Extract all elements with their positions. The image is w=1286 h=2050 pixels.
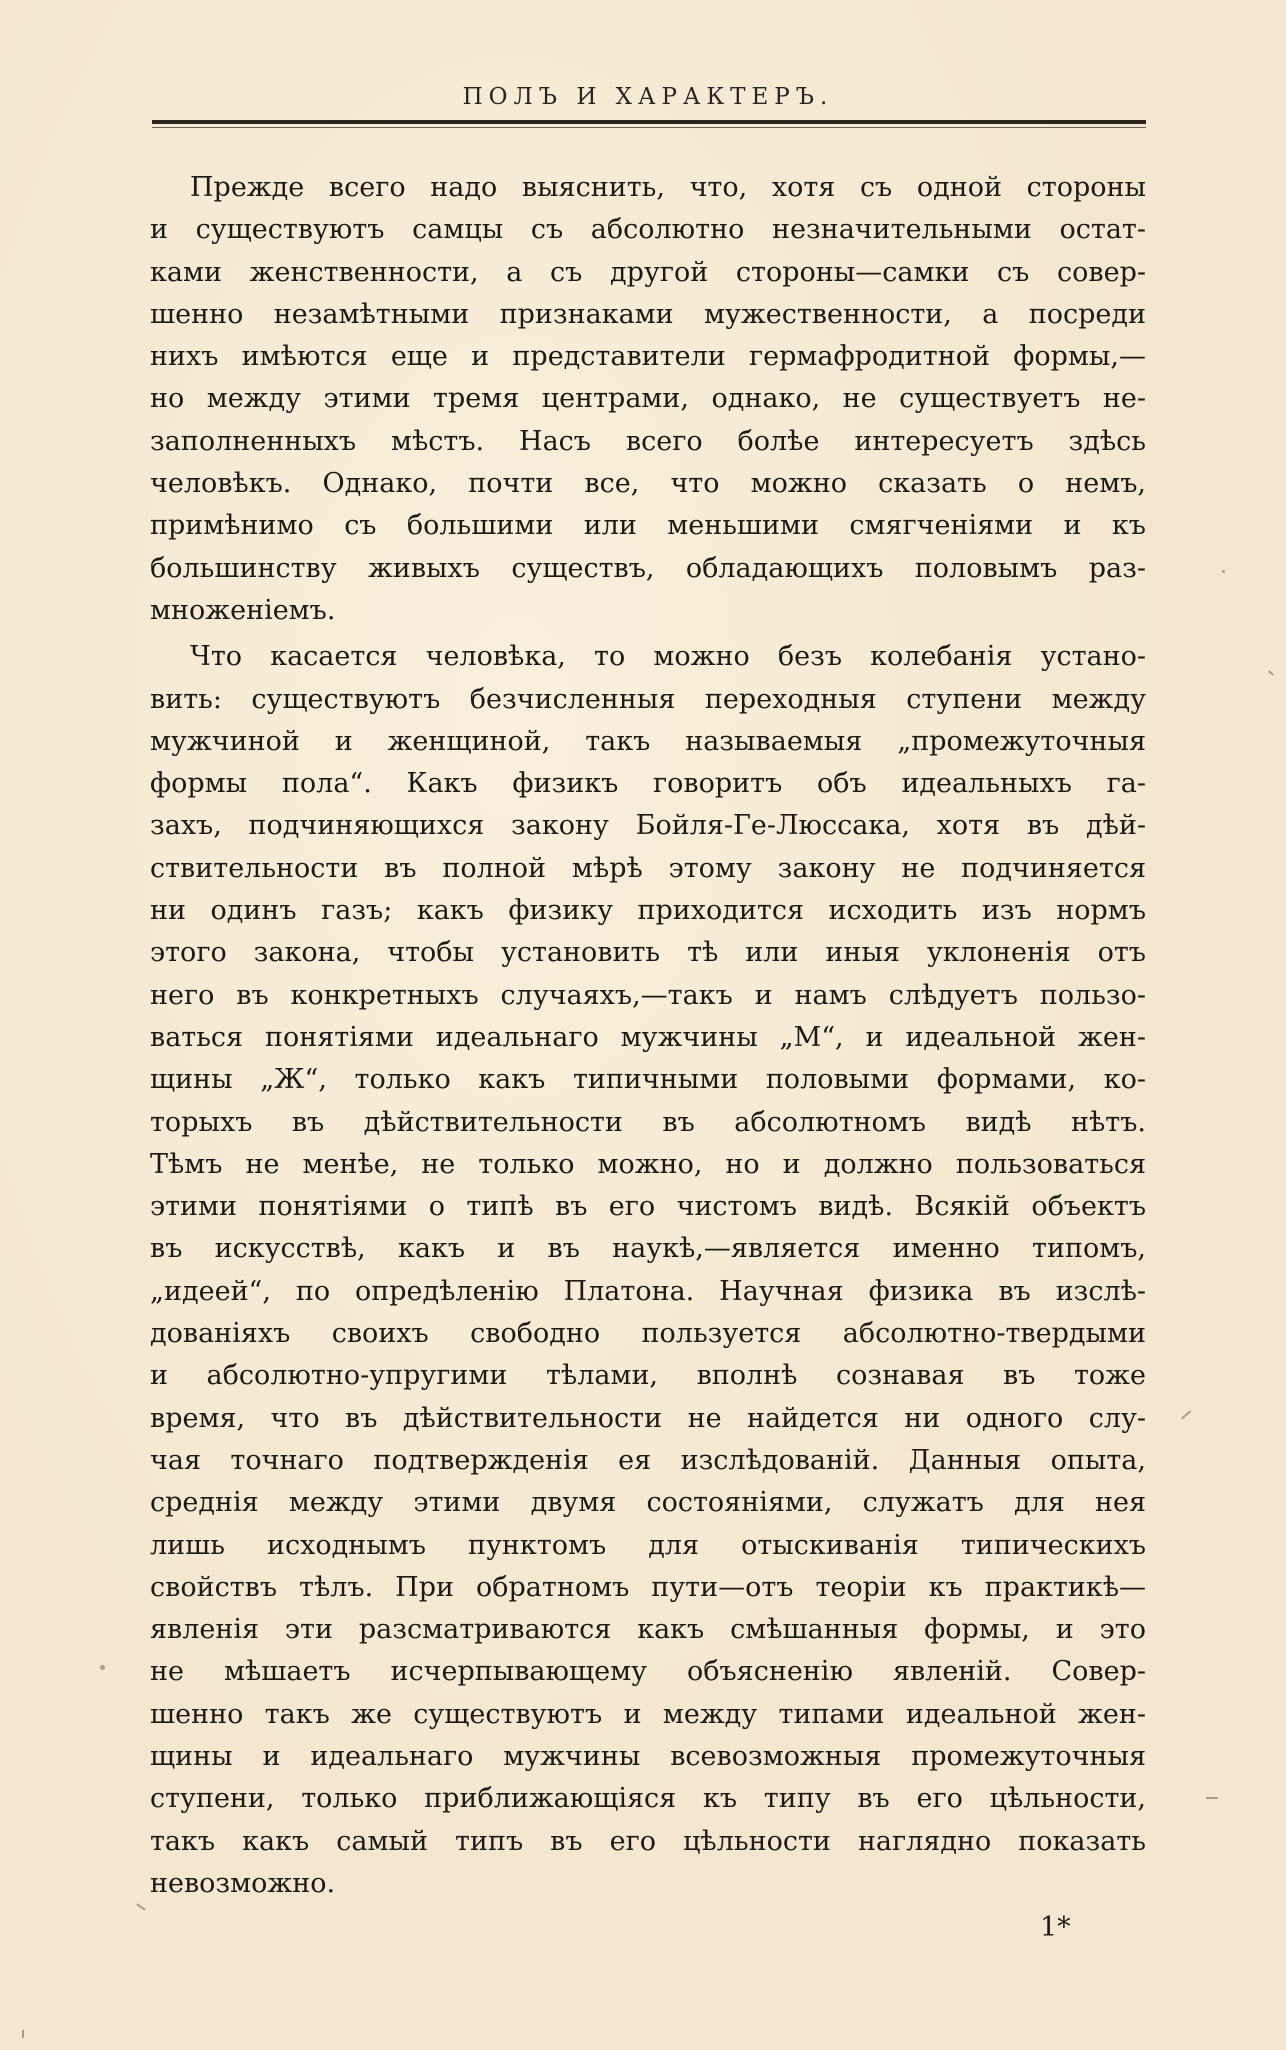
paragraph-2 — [150, 636, 1146, 1905]
text-line: этого закона, чтобы установить тѣ или иныя уклоненія отъ — [150, 937, 1146, 969]
text-line: заполненныхъ мѣстъ. Насъ всего болѣе интересуетъ здѣсь — [150, 425, 1146, 457]
text-line: и абсолютно-упругими тѣлами, вполнѣ сознавая въ тоже — [150, 1360, 1146, 1392]
paper-speck — [1206, 1797, 1218, 1799]
text-line: ступени, только приближающіяся къ типу въ его цѣльности, — [150, 1783, 1146, 1815]
paper-speck — [136, 1903, 145, 1910]
text-line: примѣнимо съ большими или меньшими смягченіями и къ — [150, 510, 1146, 542]
text-line: ствительности въ полной мѣрѣ этому закону не подчиняется — [150, 852, 1146, 884]
header-rule — [152, 120, 1146, 124]
text-line: шенно незамѣтными признаками мужественности, а посреди — [150, 298, 1146, 330]
text-line: „идеей“, по опредѣленію Платона. Научная физика въ изслѣ- — [150, 1275, 1146, 1307]
text-line: торыхъ въ дѣйствительности въ абсолютномъ видѣ нѣтъ. — [150, 1106, 1146, 1138]
text-line: нихъ имѣются еще и представители гермафродитной формы,— — [150, 341, 1146, 373]
text-line: множеніемъ. — [150, 594, 336, 626]
text-line: Что касается человѣка, то можно безъ колебанія устано- — [190, 641, 1146, 673]
paper-speck — [1181, 1410, 1191, 1419]
paper-speck — [100, 1665, 105, 1670]
text-line: мужчиной и женщиной, такъ называемыя „промежуточныя — [150, 725, 1146, 757]
text-line: но между этими тремя центрами, однако, не существуетъ не- — [150, 383, 1146, 415]
paragraph-1 — [150, 167, 1146, 632]
paper-speck — [1268, 670, 1274, 675]
text-line: дованіяхъ своихъ свободно пользуется абсолютно-твердыми — [150, 1318, 1146, 1350]
text-line: среднія между этими двумя состояніями, служатъ для нея — [150, 1487, 1146, 1519]
text-line: ками женственности, а съ другой стороны—самки съ совер- — [150, 256, 1146, 288]
paper-speck — [22, 2030, 24, 2038]
text-line: въ искусствѣ, какъ и въ наукѣ,—является именно типомъ, — [150, 1233, 1146, 1265]
header-rule-thin — [152, 127, 1146, 128]
text-line: лишь исходнымъ пунктомъ для отыскиванія типическихъ — [150, 1529, 1146, 1561]
text-line: щины „Ж“, только какъ типичными половыми формами, ко- — [150, 1064, 1146, 1096]
paper-speck — [1222, 570, 1225, 573]
text-line: Прежде всего надо выяснить, что, хотя съ одной стороны — [190, 172, 1146, 203]
text-line: не мѣшаетъ исчерпывающему объясненію явленій. Совер- — [150, 1656, 1146, 1688]
text-line: Тѣмъ не менѣе, не только можно, но и должно пользоваться — [150, 1148, 1146, 1180]
text-line: ваться понятіями идеальнаго мужчины „М“, и идеальной жен- — [150, 1021, 1146, 1053]
text-line: чая точнаго подтвержденія ея изслѣдованій. Данныя опыта, — [150, 1444, 1146, 1476]
text-line: невозможно. — [150, 1867, 336, 1899]
text-line: ни одинъ газъ; какъ физику приходится исходить изъ нормъ — [150, 895, 1146, 927]
text-line: формы пола“. Какъ физикъ говоритъ объ идеальныхъ га- — [150, 768, 1146, 800]
text-line: этими понятіями о типѣ въ его чистомъ видѣ. Всякій объектъ — [150, 1191, 1146, 1223]
text-line: большинству живыхъ существъ, обладающихъ половымъ раз- — [150, 552, 1146, 584]
text-line: щины и идеальнаго мужчины всевозможныя промежуточныя — [150, 1740, 1146, 1772]
text-line: и существуютъ самцы съ абсолютно незначительными остат- — [150, 214, 1146, 246]
text-line: шенно такъ же существуютъ и между типами идеальной жен- — [150, 1698, 1146, 1730]
page-number: 1* — [1040, 1912, 1071, 1943]
body-text — [150, 167, 1146, 1905]
text-line: человѣкъ. Однако, почти все, что можно сказать о немъ, — [150, 468, 1146, 500]
text-line: вить: существуютъ безчисленныя переходныя ступени между — [150, 683, 1146, 715]
text-line: него въ конкретныхъ случаяхъ,—такъ и намъ слѣдуетъ пользо- — [150, 979, 1146, 1011]
text-line: явленія эти разсматриваются какъ смѣшанныя формы, и это — [150, 1614, 1146, 1646]
text-line: такъ какъ самый типъ въ его цѣльности наглядно показать — [150, 1825, 1146, 1857]
running-head: ПОЛЪ И ХАРАКТЕРЪ. — [462, 84, 834, 110]
text-line: время, что въ дѣйствительности не найдется ни одного слу- — [150, 1402, 1146, 1434]
text-line: свойствъ тѣлъ. При обратномъ пути—отъ теоріи къ практикѣ— — [150, 1571, 1146, 1603]
text-line: захъ, подчиняющихся закону Бойля-Ге-Люссака, хотя въ дѣй- — [150, 810, 1146, 842]
